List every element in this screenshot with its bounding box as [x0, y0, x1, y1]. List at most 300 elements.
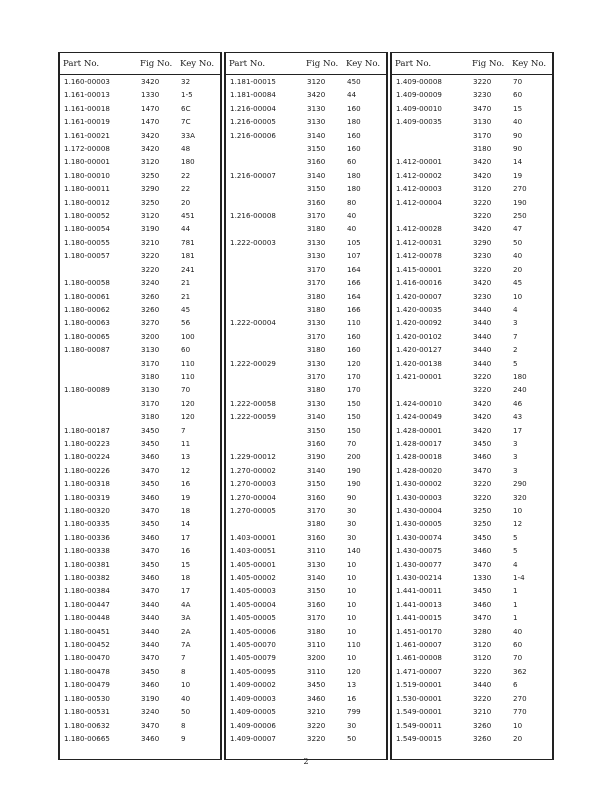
part-no-cell: 1.405-00002 — [230, 573, 276, 583]
table-row — [59, 236, 221, 249]
table-row — [391, 169, 553, 182]
part-no-cell — [225, 330, 303, 343]
fig-no-cell: 3420 — [473, 425, 492, 435]
part-no-cell: 1.161-00013 — [64, 90, 110, 100]
part-no-cell: 1.430-00075 — [396, 546, 442, 556]
table-row — [391, 437, 553, 450]
fig-no-cell: 3450 — [141, 666, 160, 676]
key-no-cell: 10 — [347, 613, 357, 623]
fig-no-cell: 3460 — [473, 599, 492, 609]
table-row — [391, 665, 553, 678]
key-no-cell: 10 — [347, 586, 357, 596]
table-row — [59, 290, 221, 303]
key-no-cell: 33A — [181, 130, 196, 140]
fig-no-cell: 3180 — [307, 626, 326, 636]
part-no-cell: 1.412-00078 — [396, 251, 442, 261]
fig-no-cell: 3180 — [307, 304, 326, 314]
table-row — [59, 464, 221, 477]
fig-no-cell: 3450 — [473, 586, 492, 596]
part-no-cell: 1.430-00005 — [396, 519, 442, 529]
fig-no-cell: 3440 — [141, 626, 160, 636]
part-no-cell: 1.412-00031 — [396, 237, 442, 247]
table-row — [225, 129, 387, 142]
part-no-cell: 1.180-00384 — [64, 586, 110, 596]
fig-no-cell: 3420 — [473, 157, 492, 167]
fig-no-cell: 3150 — [307, 184, 326, 194]
fig-no-cell: 3420 — [141, 77, 160, 86]
part-no-cell — [225, 343, 303, 356]
table-row — [225, 155, 387, 168]
table-row — [225, 316, 387, 329]
part-no-cell — [225, 196, 303, 209]
fig-no-cell: 3220 — [473, 264, 492, 274]
table-row — [391, 517, 553, 530]
key-no-cell: 45 — [513, 278, 523, 288]
fig-no-cell: 3210 — [141, 237, 160, 247]
part-no-cell: 1.415-00001 — [396, 264, 442, 274]
fig-no-cell: 3250 — [141, 170, 160, 180]
part-no-cell: 1.428-00017 — [396, 438, 442, 448]
table-row — [59, 678, 221, 691]
fig-no-cell: 3450 — [141, 559, 160, 569]
fig-no-header: Fig No. — [137, 53, 177, 75]
part-no-cell: 1.180-00338 — [64, 546, 110, 556]
fig-no-cell: 3460 — [307, 693, 326, 703]
key-no-cell: 47 — [513, 224, 523, 234]
key-no-cell: 11 — [181, 438, 191, 448]
part-no-cell: 1.161-00018 — [64, 103, 110, 113]
key-no-cell: 60 — [513, 90, 523, 100]
fig-no-cell: 3220 — [141, 264, 160, 274]
table-row — [225, 544, 387, 557]
key-no-cell: 20 — [513, 733, 523, 743]
table-row — [225, 531, 387, 544]
key-no-cell: 16 — [347, 693, 357, 703]
fig-no-cell: 3170 — [141, 398, 160, 408]
table-row — [225, 88, 387, 101]
key-no-cell: 43 — [513, 412, 523, 422]
table-row — [225, 249, 387, 262]
part-no-cell: 1.441-00013 — [396, 599, 442, 609]
part-no-cell: 1.180-00061 — [64, 291, 110, 301]
fig-no-cell: 3230 — [473, 251, 492, 261]
part-no-cell: 1.180-00448 — [64, 613, 110, 623]
key-no-cell: 13 — [181, 452, 191, 462]
fig-no-cell: 3470 — [141, 506, 160, 515]
table-row — [59, 370, 221, 383]
fig-no-cell: 3180 — [307, 385, 326, 395]
table-row — [59, 437, 221, 450]
fig-no-cell: 3470 — [141, 586, 160, 596]
part-no-cell: 1.420-00138 — [396, 358, 442, 368]
key-no-cell: 90 — [513, 130, 523, 140]
table-row — [225, 638, 387, 651]
part-no-cell: 1.180-00452 — [64, 640, 110, 650]
key-no-cell: 60 — [513, 640, 523, 650]
key-no-cell: 190 — [513, 197, 527, 207]
part-no-cell: 1.412-00002 — [396, 170, 442, 180]
table-row — [59, 303, 221, 316]
table-row — [225, 209, 387, 222]
part-no-cell: 1.530-00001 — [396, 693, 442, 703]
key-no-cell: 8 — [181, 666, 186, 676]
parts-table-column-2 — [224, 52, 388, 760]
fig-no-cell: 3120 — [141, 157, 160, 167]
part-no-cell: 1.405-00095 — [230, 666, 276, 676]
fig-no-cell: 3290 — [473, 237, 492, 247]
fig-no-cell: 3460 — [141, 532, 160, 542]
table-row — [225, 383, 387, 396]
part-no-cell: 1.180-00447 — [64, 599, 110, 609]
key-no-cell: 451 — [181, 211, 195, 221]
part-no-cell: 1.180-00055 — [64, 237, 110, 247]
fig-no-cell: 3220 — [473, 197, 492, 207]
fig-no-cell: 3220 — [141, 251, 160, 261]
part-no-cell — [391, 209, 469, 222]
table-row — [59, 625, 221, 638]
key-no-cell: 12 — [513, 519, 523, 529]
table-row — [391, 290, 553, 303]
part-no-cell: 1.180-00001 — [64, 157, 110, 167]
part-no-cell: 1.409-00035 — [396, 117, 442, 127]
part-no-cell: 1.181-00084 — [230, 90, 276, 100]
part-no-cell: 1.160-00003 — [64, 77, 110, 86]
fig-no-cell: 3210 — [473, 707, 492, 717]
fig-no-cell: 1470 — [141, 103, 160, 113]
part-no-cell — [59, 370, 137, 383]
table-row — [391, 263, 553, 276]
key-no-cell: 7C — [181, 117, 191, 127]
part-no-header: Part No. — [225, 53, 303, 75]
fig-no-cell: 3150 — [307, 144, 326, 154]
key-no-cell: 18 — [181, 506, 191, 515]
table-row — [391, 450, 553, 463]
key-no-cell: 15 — [181, 559, 191, 569]
key-no-cell: 100 — [181, 331, 195, 341]
part-no-cell: 1.430-00074 — [396, 532, 442, 542]
part-no-cell: 1.421-00001 — [396, 371, 442, 381]
key-no-cell: 290 — [513, 479, 527, 489]
fig-no-cell: 3230 — [473, 291, 492, 301]
table-row — [391, 625, 553, 638]
table-row — [391, 75, 553, 89]
key-no-cell: 1 — [513, 599, 518, 609]
part-no-cell: 1.409-00008 — [396, 77, 442, 86]
key-no-cell: 14 — [181, 519, 191, 529]
key-no-cell: 7 — [181, 653, 186, 663]
fig-no-cell: 3170 — [307, 278, 326, 288]
fig-no-cell: 3130 — [307, 103, 326, 113]
header-row — [59, 53, 221, 75]
table-row — [225, 732, 387, 745]
key-no-cell: 362 — [513, 666, 527, 676]
key-no-cell: 20 — [181, 197, 191, 207]
part-no-cell: 1.216-00008 — [230, 211, 276, 221]
key-no-cell: 6C — [181, 103, 191, 113]
part-no-cell: 1.428-00020 — [396, 465, 442, 475]
table-row — [391, 491, 553, 504]
table-row — [59, 665, 221, 678]
table-row — [59, 544, 221, 557]
fig-no-cell: 3470 — [141, 720, 160, 730]
fig-no-cell: 3220 — [473, 479, 492, 489]
table-row — [391, 504, 553, 517]
key-no-cell: 2 — [513, 345, 518, 355]
table-row — [225, 222, 387, 235]
table-row — [59, 263, 221, 276]
part-no-cell: 1.409-00002 — [230, 680, 276, 690]
fig-no-cell: 3260 — [141, 291, 160, 301]
fig-no-cell: 3290 — [141, 184, 160, 194]
fig-no-cell: 3210 — [307, 707, 326, 717]
table-row — [391, 719, 553, 732]
part-no-cell: 1.405-00005 — [230, 613, 276, 623]
key-no-cell: 22 — [181, 184, 191, 194]
part-no-cell: 1.405-00001 — [230, 559, 276, 569]
fig-no-cell: 3450 — [473, 532, 492, 542]
table-row — [59, 410, 221, 423]
part-no-cell: 1.180-00010 — [64, 170, 110, 180]
part-no-cell: 1.180-00054 — [64, 224, 110, 234]
fig-no-cell: 3450 — [141, 425, 160, 435]
table-row — [225, 517, 387, 530]
table-row — [59, 732, 221, 745]
table-row — [59, 142, 221, 155]
part-no-cell — [225, 424, 303, 437]
table-row — [391, 249, 553, 262]
fig-no-cell: 3140 — [307, 412, 326, 422]
table-row — [225, 276, 387, 289]
table-row — [225, 236, 387, 249]
key-no-cell: 160 — [347, 345, 361, 355]
part-no-cell: 1.180-00531 — [64, 707, 110, 717]
table-row — [59, 531, 221, 544]
part-no-cell: 1.180-00052 — [64, 211, 110, 221]
key-no-cell: 10 — [347, 559, 357, 569]
key-no-cell: 180 — [347, 117, 361, 127]
key-no-cell: 9 — [181, 733, 186, 743]
fig-no-cell: 3130 — [307, 251, 326, 261]
table-row — [225, 678, 387, 691]
fig-no-cell: 3140 — [307, 170, 326, 180]
key-no-cell: 16 — [181, 479, 191, 489]
fig-no-cell: 3460 — [141, 733, 160, 743]
key-no-cell: 160 — [347, 103, 361, 113]
part-no-cell: 1.405-00004 — [230, 599, 276, 609]
key-no-cell: 22 — [181, 170, 191, 180]
table-row — [391, 357, 553, 370]
fig-no-cell: 3110 — [307, 640, 326, 650]
table-row — [225, 584, 387, 597]
fig-no-cell: 3260 — [473, 733, 492, 743]
table-row — [391, 303, 553, 316]
table-row — [225, 491, 387, 504]
key-no-cell: 12 — [181, 465, 191, 475]
part-no-cell: 1.180-00087 — [64, 345, 110, 355]
part-no-cell: 1.549-00011 — [396, 720, 442, 730]
fig-no-cell: 3440 — [473, 680, 492, 690]
fig-no-cell: 3440 — [141, 640, 160, 650]
table-row — [59, 558, 221, 571]
part-no-cell: 1.180-00224 — [64, 452, 110, 462]
fig-no-cell: 3160 — [307, 492, 326, 502]
table-row — [59, 517, 221, 530]
key-no-cell: 18 — [181, 573, 191, 583]
table-row — [391, 638, 553, 651]
fig-no-cell: 3270 — [141, 318, 160, 328]
key-no-cell: 10 — [513, 720, 523, 730]
fig-no-cell: 3150 — [307, 586, 326, 596]
table-row — [59, 209, 221, 222]
table-row — [391, 732, 553, 745]
part-no-cell: 1.519-00001 — [396, 680, 442, 690]
part-no-cell: 1.428-00018 — [396, 452, 442, 462]
fig-no-cell: 3280 — [473, 626, 492, 636]
table-row — [391, 383, 553, 396]
part-no-cell: 1.216-00007 — [230, 170, 276, 180]
key-no-cell: 40 — [513, 251, 523, 261]
table-row — [391, 571, 553, 584]
table-row — [225, 464, 387, 477]
table-row — [59, 383, 221, 396]
fig-no-cell: 3120 — [473, 653, 492, 663]
part-no-cell: 1.430-00214 — [396, 573, 442, 583]
fig-no-cell: 3440 — [473, 345, 492, 355]
table-row — [391, 531, 553, 544]
key-no-cell: 44 — [181, 224, 191, 234]
part-no-cell: 1.172-00008 — [64, 144, 110, 154]
part-no-cell — [391, 383, 469, 396]
key-no-cell: 164 — [347, 264, 361, 274]
key-no-cell: 270 — [513, 693, 527, 703]
table-row — [225, 651, 387, 664]
key-no-cell: 30 — [347, 506, 357, 515]
fig-no-cell: 3420 — [473, 224, 492, 234]
part-no-cell: 1.180-00065 — [64, 331, 110, 341]
key-no-cell: 16 — [181, 546, 191, 556]
key-no-cell: 8 — [181, 720, 186, 730]
key-no-cell: 10 — [347, 653, 357, 663]
key-no-cell: 32 — [181, 77, 191, 86]
key-no-cell: 21 — [181, 278, 191, 288]
table-row — [391, 678, 553, 691]
table-row — [225, 558, 387, 571]
key-no-cell: 190 — [347, 479, 361, 489]
fig-no-cell: 3440 — [473, 331, 492, 341]
table-row — [391, 236, 553, 249]
key-no-cell: 164 — [347, 291, 361, 301]
key-no-cell: 105 — [347, 237, 361, 247]
part-no-cell — [225, 182, 303, 195]
fig-no-cell: 3170 — [307, 331, 326, 341]
part-no-cell: 1.405-00006 — [230, 626, 276, 636]
part-no-cell: 1.180-00632 — [64, 720, 110, 730]
header-row — [225, 53, 387, 75]
key-no-cell: 120 — [347, 358, 361, 368]
table-row — [59, 611, 221, 624]
fig-no-cell: 3450 — [141, 519, 160, 529]
fig-no-cell: 3420 — [141, 144, 160, 154]
key-no-cell: 40 — [513, 626, 523, 636]
key-no-cell: 50 — [181, 707, 191, 717]
fig-no-cell: 3130 — [307, 318, 326, 328]
table-row — [391, 558, 553, 571]
table-row — [59, 276, 221, 289]
key-no-cell: 45 — [181, 304, 191, 314]
part-no-cell: 1.430-00002 — [396, 479, 442, 489]
part-no-cell: 1.409-00007 — [230, 733, 276, 743]
part-no-cell: 1.412-00028 — [396, 224, 442, 234]
table-row — [391, 705, 553, 718]
table-row — [225, 504, 387, 517]
key-no-cell: 10 — [181, 680, 191, 690]
table-row — [225, 290, 387, 303]
part-no-cell — [225, 155, 303, 168]
fig-no-cell: 3190 — [141, 224, 160, 234]
key-no-cell: 10 — [347, 626, 357, 636]
table-row — [59, 719, 221, 732]
fig-no-cell: 3440 — [141, 599, 160, 609]
key-no-cell: 6 — [513, 680, 518, 690]
key-no-cell: 10 — [513, 506, 523, 515]
part-no-cell: 1.180-00336 — [64, 532, 110, 542]
table-row — [391, 370, 553, 383]
table-row — [225, 357, 387, 370]
header-row — [391, 53, 553, 75]
fig-no-cell: 3160 — [307, 599, 326, 609]
page-number: 2 — [303, 757, 309, 766]
table-row — [59, 343, 221, 356]
part-no-cell: 1.180-00382 — [64, 573, 110, 583]
table-row — [391, 692, 553, 705]
part-no-cell: 1.420-00127 — [396, 345, 442, 355]
part-no-cell: 1.420-00007 — [396, 291, 442, 301]
key-no-cell: 60 — [347, 157, 357, 167]
part-no-cell: 1.222-00058 — [230, 398, 276, 408]
part-no-cell — [225, 142, 303, 155]
table-row — [225, 343, 387, 356]
table-row — [225, 102, 387, 115]
part-no-cell: 1.222-00029 — [230, 358, 276, 368]
table-row — [59, 129, 221, 142]
key-no-cell: 320 — [513, 492, 527, 502]
fig-no-cell: 3470 — [141, 546, 160, 556]
part-no-cell: 1.180-00187 — [64, 425, 110, 435]
key-no-cell: 120 — [347, 666, 361, 676]
part-no-cell: 1.180-00320 — [64, 506, 110, 515]
key-no-cell: 13 — [347, 680, 357, 690]
key-no-cell: 70 — [513, 653, 523, 663]
fig-no-cell: 3440 — [473, 304, 492, 314]
fig-no-cell: 3190 — [141, 693, 160, 703]
key-no-cell: 56 — [181, 318, 191, 328]
key-no-cell: 180 — [347, 184, 361, 194]
key-no-cell: 50 — [513, 237, 523, 247]
key-no-cell: 10 — [347, 599, 357, 609]
parts-table-column-1 — [58, 52, 222, 760]
key-no-cell: 150 — [347, 398, 361, 408]
fig-no-cell: 3130 — [307, 358, 326, 368]
fig-no-cell: 3160 — [307, 197, 326, 207]
key-no-cell: 160 — [347, 331, 361, 341]
key-no-cell: 70 — [347, 438, 357, 448]
key-no-cell: 170 — [347, 385, 361, 395]
fig-no-cell: 3130 — [141, 385, 160, 395]
part-no-cell — [59, 263, 137, 276]
table-row — [59, 504, 221, 517]
part-no-cell: 1.420-00102 — [396, 331, 442, 341]
fig-no-cell: 3420 — [473, 170, 492, 180]
